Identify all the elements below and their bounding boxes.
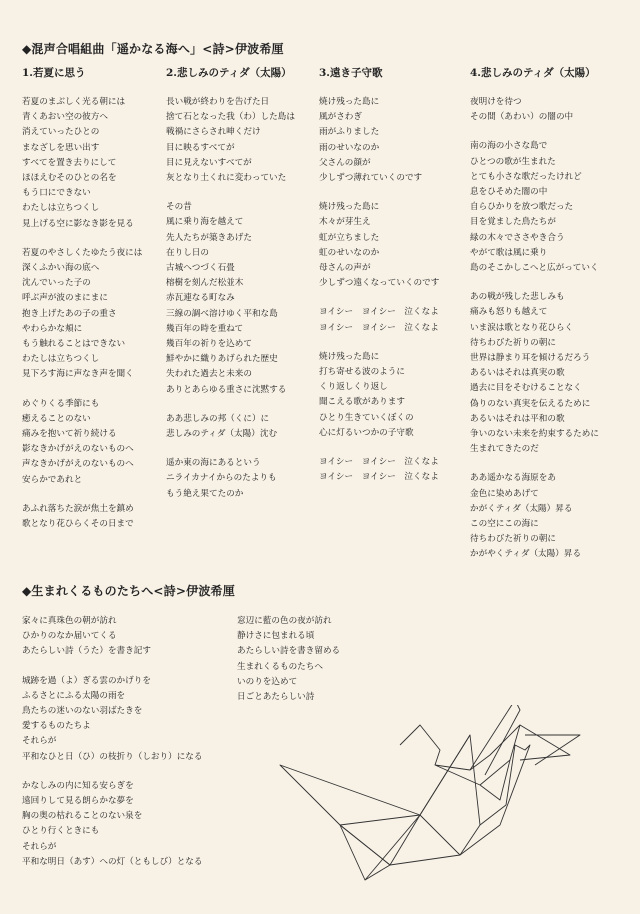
- lyric-line: 抱き上げたあの子の重さ: [22, 308, 117, 319]
- lyric-line: 自らひかりを放つ歌だった: [470, 202, 574, 213]
- lyric-line: 安らかであれと: [22, 474, 83, 485]
- lyric-line: ヨイシー ヨイシー 泣くなよ: [319, 457, 439, 468]
- lyric-line: 捨て石となった我（わ）した島は: [166, 112, 295, 123]
- lyric-line: 聞こえる歌があります: [319, 397, 405, 408]
- stanza: [22, 614, 202, 660]
- lyric-line: 息をひそめた闇の中: [470, 187, 548, 198]
- lyric-line: あるいはそれは平和の歌: [470, 413, 565, 424]
- lyric-line: あるいはそれは真実の歌: [470, 368, 565, 379]
- lyric-line: あふれ落ちた涙が焦土を鎮め: [22, 503, 134, 514]
- lyric-line: 過去に目をそむけることなく: [470, 383, 582, 394]
- lyric-line: ヨイシー ヨイシー 泣くなよ: [319, 472, 439, 483]
- lyric-line: 待ちわびた祈りの朝に: [470, 534, 556, 545]
- lyric-line: 目に映るすべてが: [166, 142, 235, 153]
- stanza: [319, 305, 439, 335]
- lyric-line: 榕樹を刻んだ松並木: [166, 278, 244, 289]
- lyric-line: 城跡を過（よ）ぎる雲のかげりを: [22, 675, 151, 686]
- lyric-line: 木々が芽生え: [319, 217, 371, 228]
- lyric-line: 世界は静まり耳を傾けるだろう: [470, 353, 591, 364]
- heading-poem: ◆生まれくるものたちへ<詩>伊波希厘: [22, 584, 235, 598]
- lyric-line: 平和なひと日（ひ）の枝折り（しおり）になる: [22, 751, 203, 762]
- lyric-line: 失われた過去と未来の: [166, 369, 252, 380]
- lyric-line: 痛みも怒りも越えて: [470, 307, 548, 318]
- stanza: [166, 95, 295, 186]
- lyric-line: 青くあおい空の彼方へ: [22, 112, 108, 123]
- lyric-line: 偽りのない真実を伝えるために: [470, 398, 591, 409]
- lyric-line: 雨のせいなのか: [319, 142, 380, 153]
- stanza: [470, 139, 599, 276]
- lyric-line: あたらしい詩（うた）を書き記す: [22, 646, 151, 657]
- column-4-body: [470, 95, 599, 563]
- lyric-line: やがて歌は風に乗り: [470, 247, 548, 258]
- lyric-line: 少しずつ薄れていくのです: [319, 173, 423, 184]
- lyric-line: ありとあらゆる重さに沈黙する: [166, 384, 287, 395]
- lyric-line: 遥か東の海にあるという: [166, 458, 261, 469]
- lyric-line: ニライカナイからのたよりも: [166, 473, 277, 484]
- poem-column-1: [22, 614, 202, 884]
- stanza: [470, 471, 599, 562]
- lyric-line: ひとつの歌が生まれた: [470, 156, 556, 167]
- lyric-line: くり返しくり返し: [319, 382, 388, 393]
- stanza: [470, 95, 599, 125]
- lyric-line: 胸の奥の枯れることのない泉を: [22, 811, 143, 822]
- lyric-line: わたしは立ちつくし: [22, 203, 100, 214]
- lyric-line: 愛するものたちよ: [22, 721, 91, 732]
- lyric-line: ああ悲しみの邦（くに）に: [166, 413, 270, 424]
- lyric-line: あたらしい詩を書き留める: [237, 646, 341, 657]
- lyric-line: かがやくティダ（太陽）昇る: [470, 549, 582, 560]
- lyric-line: 待ちわびた祈りの朝に: [470, 337, 556, 348]
- lyric-line: 遠回りして見る朗らかな夢を: [22, 796, 134, 807]
- lyric-line: 鮮やかに織りあげられた歴史: [166, 354, 278, 365]
- lyric-line: 癒えることのない: [22, 413, 91, 424]
- lyric-line: 見上げる空に影なき影を見る: [22, 218, 134, 229]
- lyric-line: かがくティダ（太陽）昇る: [470, 503, 573, 514]
- lyric-line: あの戦が残した悲しみも: [470, 292, 565, 303]
- lyric-line: いのりを込めて: [237, 676, 298, 687]
- poem-column-1-body: [22, 614, 202, 870]
- poem-column-2: [237, 614, 340, 719]
- lyric-line: 緑の木々でささやき合う: [470, 232, 565, 243]
- poem-column-2-body: [237, 614, 340, 705]
- lyric-line: ふるさとにふる太陽の雨を: [22, 690, 126, 701]
- stanza: [22, 779, 202, 870]
- lyric-line: 虹が立ちました: [319, 232, 380, 243]
- lyric-line: 打ち寄せる波のように: [319, 367, 405, 378]
- lyric-line: ひとり行くときにも: [22, 826, 100, 837]
- lyric-line: 痛みを抱いて祈り続ける: [22, 429, 117, 440]
- stanza: [22, 674, 202, 765]
- lyric-line: ほほえむそのひとの名を: [22, 173, 117, 184]
- column-3-title: 3.遠き子守歌: [319, 67, 383, 79]
- lyric-line: 金色に染めあげて: [470, 488, 539, 499]
- lyric-line: 少しずつ遠くなっていくのです: [319, 278, 440, 289]
- lyric-line: まなざしを思い出す: [22, 142, 100, 153]
- lyric-line: 母さんの声が: [319, 263, 371, 274]
- lyric-line: 風がさわぎ: [319, 112, 362, 123]
- lyric-line: その間（あわい）の闇の中: [470, 112, 574, 123]
- lyric-line: 島のそこかしこへと広がっていく: [470, 263, 599, 274]
- column-2-body: [166, 95, 295, 502]
- stanza: [166, 200, 295, 398]
- lyric-line: 生まれてきたのだ: [470, 444, 539, 455]
- lyric-line: ひかりのなか届いてくる: [22, 631, 117, 642]
- lyric-line: 心に灯るいつかの子守歌: [319, 427, 414, 438]
- lyric-line: もう口にできない: [22, 188, 91, 199]
- lyric-line: 風に乗り海を越えて: [166, 217, 244, 228]
- lyric-line: すべてを置き去りにして: [22, 157, 117, 168]
- lyric-line: 先人たちが築きあげた: [166, 232, 252, 243]
- stanza: [319, 455, 439, 485]
- lyric-line: この空にこの海に: [470, 519, 539, 530]
- lyric-line: 若夏のやさしくたゆたう夜には: [22, 247, 143, 258]
- lyric-line: わたしは立ちつくし: [22, 354, 100, 365]
- lyric-line: めぐりくる季節にも: [22, 398, 100, 409]
- column-1-title: 1.若夏に思う: [22, 67, 86, 79]
- lyric-line: 若夏のまぶしく光る朝には: [22, 97, 126, 107]
- lyric-line: 虹のせいなのか: [319, 247, 380, 258]
- lyric-line: 灰となり土くれに変わっていた: [166, 173, 287, 184]
- lyric-line: 声なきかげがえのないものへ: [22, 459, 134, 470]
- lyric-line: 古城へつづく石畳: [166, 263, 235, 274]
- lyric-line: 夜明けを待つ: [470, 97, 522, 107]
- lyric-line: ああ遥かなる海原をあ: [470, 473, 556, 484]
- lyric-line: 戦禍にさらされ呻くだけ: [166, 127, 261, 138]
- stanza: [22, 95, 142, 232]
- heading-suite: ◆混声合唱組曲「遥かなる海へ」<詩>伊波希厘: [22, 42, 284, 56]
- stanza: [237, 614, 340, 705]
- lyric-line: ヨイシー ヨイシー 泣くなよ: [319, 307, 439, 318]
- column-2-title: 2.悲しみのティダ（太陽）: [166, 67, 292, 79]
- stanza: [319, 350, 439, 441]
- lyric-line: とても小さな歌だったけれど: [470, 171, 582, 182]
- lyric-line: かなしみの内に知る安らぎを: [22, 780, 134, 791]
- lyric-line: 赤瓦連なる町なみ: [166, 293, 235, 304]
- column-3-body: [319, 95, 439, 485]
- lyric-line: 焼け残った島に: [319, 97, 380, 107]
- lyric-line: 平和な明日（あす）への灯（ともしび）となる: [22, 856, 203, 867]
- lyric-line: 幾百年の時を重ねて: [166, 323, 244, 334]
- lyric-line: 生まれくるものたちへ: [237, 661, 323, 672]
- stanza: [319, 200, 439, 291]
- lyric-line: 悲しみのティダ（太陽）沈む: [166, 429, 278, 440]
- lyric-line: 静けさに包まれる頃: [237, 631, 315, 642]
- lyric-line: 争いのない未来を約束するために: [470, 429, 599, 440]
- lyric-line: 鳥たちの迷いのない羽ばたきを: [22, 706, 143, 717]
- stanza: [166, 456, 295, 502]
- column-4: [470, 66, 599, 577]
- column-4-title: 4.悲しみのティダ（太陽）: [470, 67, 596, 79]
- lyric-line: ヨイシー ヨイシー 泣くなよ: [319, 322, 439, 333]
- lyric-line: いま涙は歌となり花ひらく: [470, 322, 574, 333]
- lyric-line: やわらかな頬に: [22, 323, 83, 334]
- lyric-line: ひとり生きていくぼくの: [319, 412, 414, 423]
- lyric-line: もう触れることはできない: [22, 339, 126, 350]
- stanza: [470, 290, 599, 457]
- stanza: [166, 412, 295, 442]
- lyric-line: 雨がふりました: [319, 127, 380, 138]
- stanza: [22, 246, 142, 383]
- lyric-line: 日ごとあたらしい詩: [237, 692, 315, 703]
- lyric-line: 在りし日の: [166, 247, 209, 258]
- lyric-line: 見下ろす海に声なき声を聞く: [22, 369, 134, 380]
- lyric-line: 焼け残った島に: [319, 202, 380, 213]
- lyric-line: 呼ぶ声が波のまにまに: [22, 293, 108, 304]
- lyric-line: 窓辺に藍の色の夜が訪れ: [237, 616, 332, 626]
- column-1-body: [22, 95, 142, 532]
- lyric-line: 深くふかい海の底へ: [22, 263, 100, 274]
- lyric-line: もう絶え果てたのか: [166, 488, 244, 499]
- lyric-line: 家々に真珠色の朝が訪れ: [22, 616, 117, 626]
- lyric-line: 焼け残った島に: [319, 351, 380, 362]
- lyric-line: 目に見えないすべてが: [166, 157, 252, 168]
- paper-crane-icon: [270, 705, 590, 885]
- lyric-line: それらが: [22, 841, 57, 852]
- lyric-line: 幾百年の祈りを込めて: [166, 339, 252, 350]
- lyric-line: 父さんの顔が: [319, 157, 371, 168]
- column-3: [319, 66, 439, 499]
- lyric-line: 影なきかげがえのないものへ: [22, 444, 134, 455]
- lyric-line: 消えていったひとの: [22, 127, 100, 138]
- lyric-line: 長い戦が終わりを告げた日: [166, 97, 270, 107]
- lyric-line: 三線の調べ溶けゆく平和な島: [166, 308, 278, 319]
- lyric-line: それらが: [22, 736, 57, 747]
- lyric-line: 沈んでいった子の: [22, 278, 91, 289]
- lyric-line: 目を覚ました鳥たちが: [470, 217, 556, 228]
- column-1: [22, 66, 142, 546]
- lyric-line: 南の海の小さな島で: [470, 141, 548, 152]
- lyric-line: その昔: [166, 202, 192, 213]
- stanza: [22, 502, 142, 532]
- stanza: [319, 95, 439, 186]
- stanza: [22, 397, 142, 488]
- lyric-line: 歌となり花ひらくその日まで: [22, 519, 134, 530]
- column-2: [166, 66, 295, 516]
